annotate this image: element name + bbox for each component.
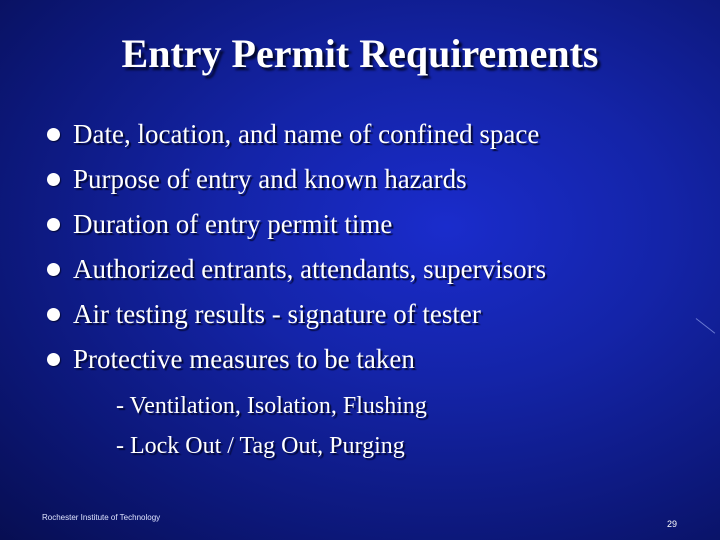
sub-item: - Lock Out / Tag Out, Purging [116, 433, 405, 459]
footer-text: Rochester Institute of Technology [42, 513, 161, 522]
bullet-item [47, 337, 546, 382]
bullet-list [47, 112, 546, 382]
bullet-icon [47, 353, 60, 366]
bullet-text: Protective measures to be taken [73, 344, 415, 374]
bullet-text: Duration of entry permit time [73, 209, 393, 239]
bullet-item [47, 247, 546, 292]
bullet-item [47, 202, 546, 247]
bullet-text: Authorized entrants, attendants, supervisors [73, 254, 547, 284]
bullet-text: Air testing results - signature of tester [73, 299, 481, 329]
bullet-icon [47, 218, 60, 231]
page-number: 29 [666, 519, 677, 529]
bullet-icon [47, 308, 60, 321]
bullet-item [47, 292, 546, 337]
slide-title: Entry Permit Requirements [121, 31, 599, 76]
bullet-text: Date, location, and name of confined space [73, 119, 540, 149]
bullet-text: Purpose of entry and known hazards [73, 164, 467, 194]
bullet-icon [47, 128, 60, 141]
bullet-item [47, 112, 546, 157]
sub-item: - Ventilation, Isolation, Flushing [116, 393, 427, 419]
bullet-item [47, 157, 546, 202]
decorative-line [696, 318, 716, 334]
sub-item-list [116, 386, 427, 466]
bullet-icon [47, 173, 60, 186]
bullet-icon [47, 263, 60, 276]
